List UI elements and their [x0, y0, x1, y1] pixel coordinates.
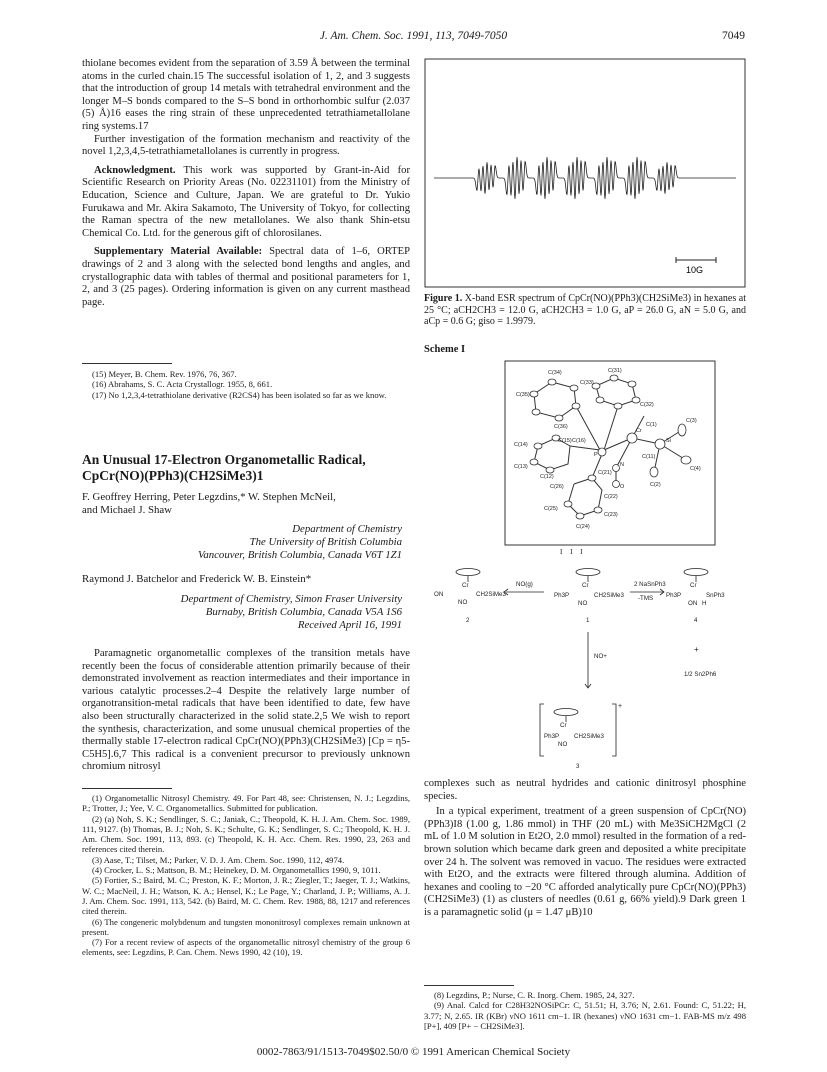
svg-text:C(34): C(34)	[548, 370, 562, 376]
byproduct-label: 1/2 Sn2Ph6	[684, 671, 717, 678]
bracket	[612, 704, 616, 756]
svg-text:C(1): C(1)	[646, 422, 657, 428]
figure-caption	[424, 293, 746, 328]
figure-frame	[425, 59, 745, 287]
ligand-label: SnPh3	[706, 592, 725, 599]
cp-ring-icon	[456, 569, 480, 576]
svg-text:C(13): C(13)	[514, 464, 528, 470]
paragraph: Paramagnetic organometallic complexes of the transition metals have recently been the focus of considerable attention primarily because of their demonstrated involvement as reaction intermediates and their importance in various catalytic processes.2–4 Despite the relatively large number of organotransition-metal radicals that have been identified to date, few have also been structurally characterized in the solid state.2,5 We wish to report the synthesis, characterization, and some unusual chemical properties of the thermally stable 17-electron radical CpCr(NO)(PPh3)(CH2SiMe3) [Cp = η5-C5H5].6,7 This radical is a convenient precursor to previously unknown chromium nitrosyl	[82, 648, 410, 773]
esr-trace	[434, 157, 736, 199]
cp-ring-icon	[554, 709, 578, 716]
svg-text:C(32): C(32)	[640, 402, 654, 408]
affiliation-line: Department of Chemistry, Simon Fraser University	[180, 593, 402, 605]
svg-text:C(24): C(24)	[576, 524, 590, 530]
cr-label: Cr	[690, 582, 697, 589]
affiliation-line: Burnaby, British Columbia, Canada V5A 1S6	[205, 606, 402, 618]
svg-text:C(21): C(21)	[598, 470, 612, 476]
author-line: F. Geoffrey Herring, Peter Legzdins,* W. Stephen McNeil,	[82, 491, 336, 503]
ligand-label: NO	[578, 600, 588, 607]
caption-body: X-band ESR spectrum of CpCr(NO)(PPh3)(CH2SiMe3) in hexanes at 25 °C; aCH2CH3 = 12.0 G, aCH2CH3 = 1.0 G, aP = 26.0 G, aN = 5.0 G, and aCp = 0.6 G; giso = 1.9979.	[424, 293, 747, 328]
svg-text:C(25): C(25)	[544, 506, 558, 512]
affiliation-line: Department of Chemistry	[292, 523, 402, 535]
caption-heading: Figure 1.	[424, 293, 463, 304]
compound-number: 4	[694, 617, 698, 624]
footnote: (9) Anal. Calcd for C28H32NOSiPCr: C, 51.51; H, 3.76; N, 2.61. Found: C, 51.22; H, 3.77; N, 2.65. IR (KBr) νNO 1611 cm−1. IR (hexanes) νNO 1631 cm−1. FAB-MS m/z 498 [P+], 409 [P+ − CH2SiMe3].	[424, 1000, 746, 1031]
affiliation-line: Vancouver, British Columbia, Canada V6T 1Z1	[197, 549, 402, 561]
reaction-scheme	[424, 560, 746, 772]
paragraph: Further investigation of the formation mechanism and reactivity of the novel 1,2,3,4,5-tetrathiametallolanes is currently in progress.	[82, 133, 410, 158]
svg-text:C(36): C(36)	[554, 424, 568, 430]
footnote: (5) Fortier, S.; Baird, M. C.; Preston, K. F.; Morton, J. R.; Ziegler, T.; Jaeger, T. J.; Watkins, W. C.; MacNeil, J. H.; Watson, K. A.; Hensel, K.; Le Page, Y.; Charland, J. P.; Williams, A. J. J. Am. Chem. Soc. 1991, 113, 542. (b) Baird, M. C. Chem. Rev. 1988, 88, 1217 and references cited therein.	[82, 875, 410, 917]
svg-text:C(26): C(26)	[550, 484, 564, 490]
ligand-label: Ph3P	[666, 592, 682, 599]
ligand-label: CH2SiMe3	[594, 592, 624, 599]
cr-label: Cr	[560, 722, 567, 729]
svg-text:N: N	[620, 462, 624, 468]
affiliation-line: The University of British Columbia	[249, 536, 402, 548]
svg-text:C(2): C(2)	[650, 482, 661, 488]
esr-spectrum-figure	[424, 58, 746, 288]
supp-heading: Supplementary Material Available:	[94, 246, 263, 258]
svg-text:C(35): C(35)	[516, 392, 530, 398]
reagent-label: NO(g)	[516, 581, 533, 588]
ligand-label: NO	[458, 599, 468, 606]
ligand-label: Ph3P	[554, 592, 570, 599]
cp-ring-icon	[684, 569, 708, 576]
footnotes-right	[424, 990, 746, 1031]
ortep-structure	[504, 360, 716, 546]
svg-text:C(14): C(14)	[514, 442, 528, 448]
reference: (17) No 1,2,3,4-tetrathiolane derivative (R2CS4) has been isolated so far as we know.	[92, 389, 387, 400]
svg-text:C(12): C(12)	[540, 474, 554, 480]
reference: (15) Meyer, B. Chem. Rev. 1976, 76, 367.	[92, 369, 237, 379]
page-number: 7049	[722, 30, 745, 42]
left-column-top	[82, 58, 410, 309]
article-body	[82, 648, 410, 774]
bracket	[540, 704, 544, 756]
svg-text:O: O	[620, 484, 625, 490]
paragraph: thiolane becomes evident from the separation of 3.59 Å between the terminal atoms in the curled chain.15 The successful isolation of 1, 2, and 3 suggests that the introduction of group 14 metals with tetrahedral environment and the longer M–S bonds compared to the S–S bond in orthorhombic sulfur (2.037 (5) Å)16 eases the ring strain of these unprecedented tetrathiametallolane ring systems.17	[82, 58, 410, 132]
paragraph: complexes such as neutral hydrides and cationic dinitrosyl phosphine species.	[424, 778, 746, 802]
svg-text:C(11): C(11)	[642, 454, 656, 460]
reagent-label: NO+	[594, 653, 607, 660]
ack-heading: Acknowledgment.	[94, 164, 176, 176]
svg-text:C(31): C(31)	[608, 368, 622, 374]
title-line: An Unusual 17-Electron Organometallic Radical,	[82, 452, 366, 467]
compound-number: 3	[576, 763, 580, 770]
page-footer: 0002-7863/91/1513-7049$02.50/0 © 1991 American Chemical Society	[256, 1046, 571, 1058]
reference: (16) Abrahams, S. C. Acta Crystallogr. 1955, 8, 661.	[92, 379, 273, 390]
reagent-label: 2 NaSnPh3	[634, 581, 666, 588]
svg-text:Si: Si	[666, 438, 671, 444]
ligand-label: ON	[434, 591, 444, 598]
supplementary	[82, 246, 410, 309]
authors	[82, 491, 410, 517]
svg-text:P: P	[594, 452, 598, 458]
svg-text:C(23): C(23)	[604, 512, 618, 518]
ligand-label: Ph3P	[544, 733, 560, 740]
footnote-rule	[82, 363, 172, 364]
compound-number: 2	[466, 617, 470, 624]
ack-body: This work was supported by Grant-in-Aid for Scientific Research on Priority Areas (No. 02231101) from the Ministry of Education, Science and Culture, Japan. We are grateful to Dr. Yukio Furukawa and Mr. Akira Sakamoto, The University of Tokyo, for collecting the Raman spectra of the new metallolanes. We also thank Shin-etsu Chemical Co. Ltd. for the generous gift of chlorosilanes.	[82, 164, 410, 239]
scale-label: 10G	[686, 265, 704, 275]
footnote: (3) Aase, T.; Tilset, M.; Parker, V. D. J. Am. Chem. Soc. 1990, 112, 4974.	[92, 854, 345, 865]
svg-text:Cr: Cr	[636, 428, 642, 434]
title-line: CpCr(NO)(PPh3)(CH2SiMe3)1	[82, 468, 264, 483]
ligand-label: CH2SiMe3	[476, 591, 506, 598]
running-header: J. Am. Chem. Soc. 1991, 113, 7049-7050	[319, 30, 508, 42]
svg-text:C(33): C(33)	[580, 380, 594, 386]
supp-body: Spectral data of 1–6, ORTEP drawings of 2 and 3 along with the selected bond lengths and angles, and crystallographic data with tables of thermal and positional parameters for 1, 2, and 3 (25 pages). Ordering information is given on any current masthead page.	[82, 246, 410, 308]
author-line: and Michael J. Shaw	[82, 504, 172, 516]
affiliation-2	[82, 593, 402, 632]
footnote: (4) Crocker, L. S.; Mattson, B. M.; Heinekey, D. M. Organometallics 1990, 9, 1011.	[92, 865, 381, 876]
svg-text:C(15): C(15)	[558, 438, 572, 444]
paragraph: In a typical experiment, treatment of a green suspension of CpCr(NO)(PPh3)I8 (1.00 g, 1.86 mmol) in THF (20 mL) with Me3SiCH2MgCl (2 mL of 1.0 M solution in Et2O, 2.0 mmol) resulted in the formation of a red-brown solution which became dark green and deposited a white precipitate over 24 h. The solvent was removed in vacuo. The residues were extracted with Et2O, and the extracts were filtered through alumina. Addition of hexanes and cooling to −20 °C afforded analytically pure CpCr(NO)(PPh3)(CH2SiMe3) (1) as clusters of needles (0.61 g, 66% yield).9 Dark green 1 is a paramagnetic solid (μ = 1.47 μB)10	[424, 806, 746, 918]
svg-text:C(3): C(3)	[686, 418, 697, 424]
acknowledgment	[82, 165, 410, 241]
scheme-title: Scheme I	[424, 344, 466, 355]
footnote-rule	[424, 985, 514, 986]
footnote: (2) (a) Noh, S. K.; Sendlinger, S. C.; Janiak, C.; Theopold, K. H. J. Am. Chem. Soc. 1989, 111, 9127. (b) Thomas, B. J.; Noh, S. K.; Schulte, G. K.; Sendlinger, S. C.; Theopold, K. H. J. Am. Chem. Soc. 1991, 113, 893. (c) Theopold, K. H. Acc. Chem. Res. 1990, 23, 263 and references cited therein.	[82, 813, 410, 855]
footnote: (7) For a recent review of aspects of the organometallic nitrosyl chemistry of the group 6 elements, see: Legzdins, P. Can. Chem. News 1990, 42 (10), 19.	[82, 937, 410, 958]
authors-2: Raymond J. Batchelor and Frederick W. B. Einstein*	[82, 573, 312, 585]
right-column-body	[424, 778, 746, 920]
compound-number: 1	[586, 617, 590, 624]
reagent-label: -TMS	[638, 595, 654, 602]
scheme-roman: I I I	[560, 548, 586, 556]
ligand-label: CH2SiMe3	[574, 733, 604, 740]
charge-label: +	[618, 703, 623, 710]
svg-text:C(22): C(22)	[604, 494, 618, 500]
plus-sign: +	[694, 645, 699, 654]
svg-text:C(16): C(16)	[572, 438, 586, 444]
footnotes-left	[82, 793, 410, 958]
cr-label: Cr	[582, 582, 589, 589]
svg-text:C(4): C(4)	[690, 466, 701, 472]
affiliation-1	[82, 523, 402, 562]
references-top	[82, 369, 410, 400]
footnote-rule	[82, 788, 172, 789]
footnote: (1) Organometallic Nitrosyl Chemistry. 49. For Part 48, see: Christensen, N. J.; Legzdins, P.; Trotter, J.; Yee, V. C. Organometallics. Submitted for publication.	[82, 793, 410, 814]
cp-ring-icon	[576, 569, 600, 576]
footnote: (6) The congeneric molybdenum and tungsten mononitrosyl complexes remain unknown at present.	[82, 916, 410, 937]
received-date: Received April 16, 1991	[297, 619, 402, 631]
ligand-label: ON	[688, 600, 698, 607]
footnote: (8) Legzdins, P.; Nurse, C. R. Inorg. Chem. 1985, 24, 327.	[434, 990, 635, 1000]
ligand-label: H	[702, 600, 707, 607]
article-title	[82, 452, 410, 484]
ligand-label: NO	[558, 741, 568, 748]
cr-label: Cr	[462, 582, 469, 589]
